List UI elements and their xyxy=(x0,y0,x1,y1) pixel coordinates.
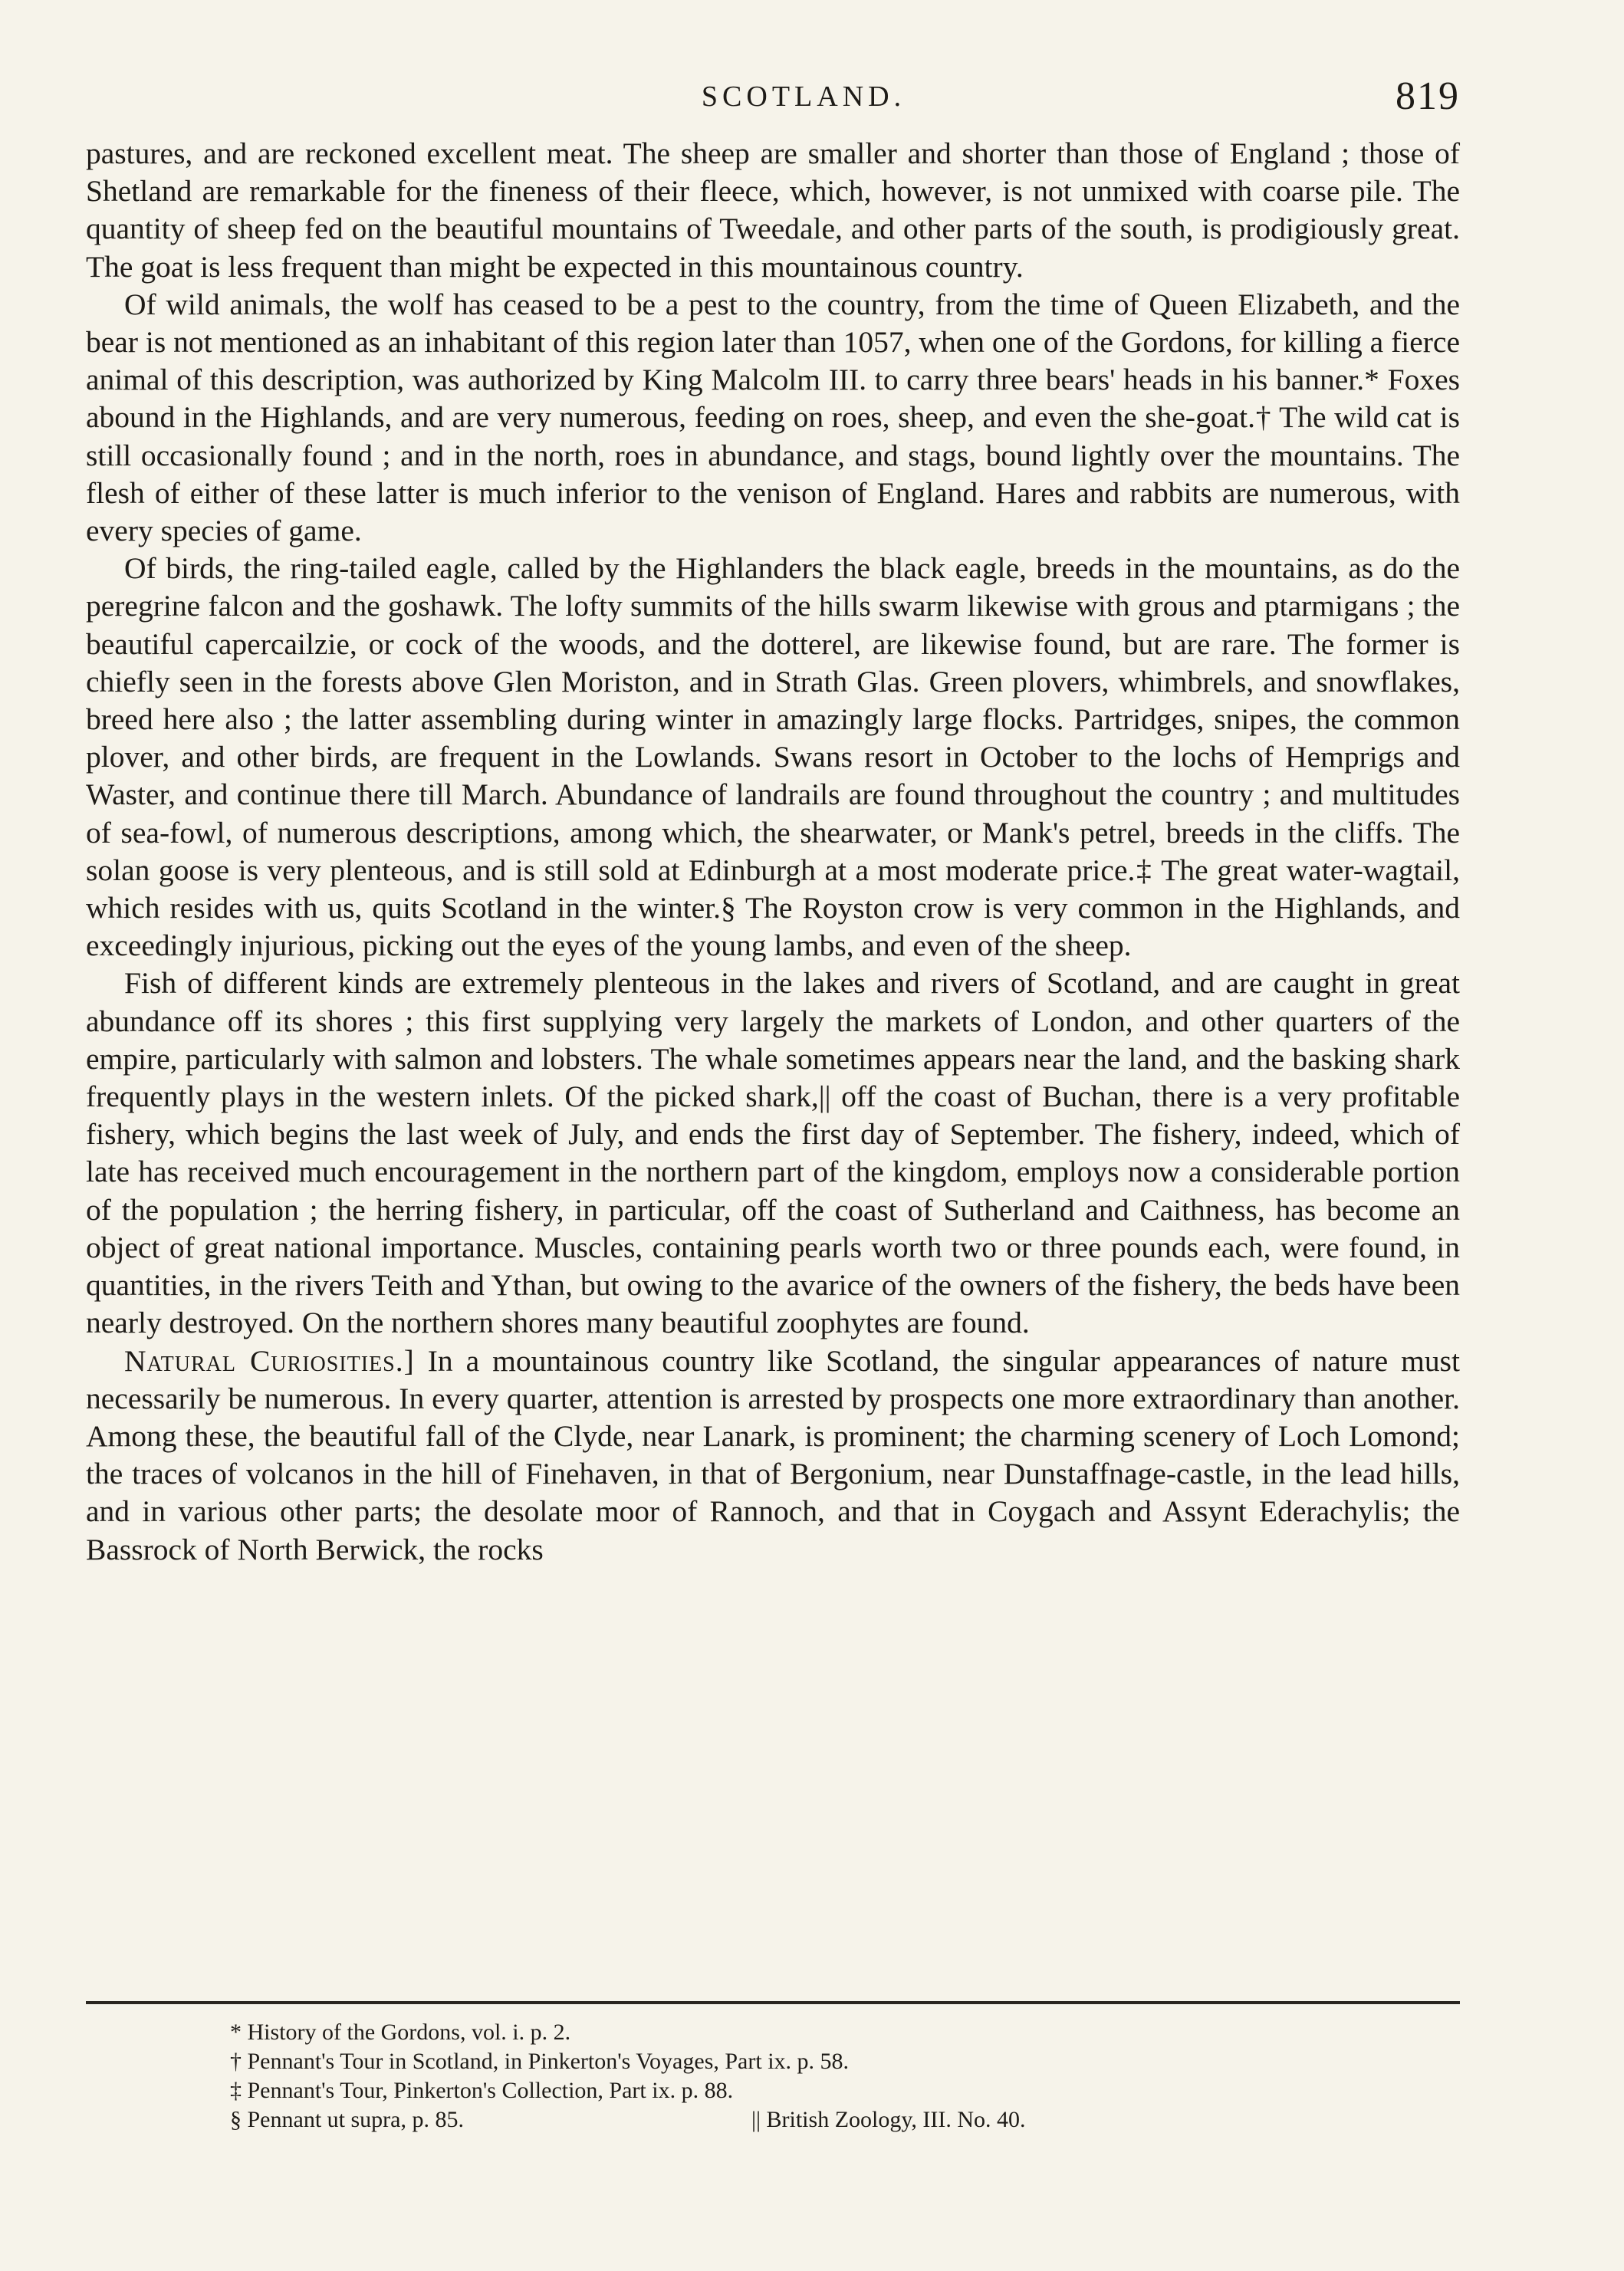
footnote-2: † Pennant's Tour in Scotland, in Pinkerton's Voyages, Part ix. p. 58. xyxy=(230,2049,850,2074)
section-heading: Natural Curiosities.] xyxy=(124,1343,415,1378)
running-head: SCOTLAND. xyxy=(701,81,906,113)
footnote-3: ‡ Pennant's Tour, Pinkerton's Collection, Part ix. p. 88. xyxy=(230,2078,734,2103)
paragraph-birds: Of birds, the ring-tailed eagle, called by the Highlanders the black eagle, breeds in the mountains, as do the peregrine falcon and the goshawk. The lofty summits of the hills swarm likewise with grous and ptarmigans ; the beautiful capercailzie, or cock of the woods, and the dotterel, are likewise found, but are rare. The former is chiefly seen in the forests above Glen Moriston, and in Strath Glas. Green plovers, whimbrels, and snowflakes, breed here also ; the latter assembling during winter in amazingly large flocks. Partridges, snipes, the common plover, and other birds, are frequent in the Lowlands. Swans resort in October to the lochs of Hemprigs and Waster, and continue there till March. Abundance of landrails are found throughout the country ; and multitudes of sea-fowl, of numerous descriptions, among which, the shearwater, or Mank's petrel, breeds in the cliffs. The solan goose is very plenteous, and is still sold at Edinburgh at a most moderate price.‡ The great water-wagtail, which resides with us, quits Scotland in the winter.§ The Royston crow is very common in the Highlands, and exceedingly injurious, picking out the eyes of the young lambs, and even of the sheep. xyxy=(86,551,1460,963)
body-text xyxy=(86,135,1460,1569)
footnote-rule xyxy=(86,2001,1460,2004)
footnote-4: § Pennant ut supra, p. 85. xyxy=(230,2107,464,2132)
footnote-1: * History of the Gordons, vol. i. p. 2. xyxy=(230,2020,571,2045)
footnote-5: || British Zoology, III. No. 40. xyxy=(751,2107,1026,2132)
paragraph-fish: Fish of different kinds are extremely plenteous in the lakes and rivers of Scotland, and are caught in great abundance off its shores ; this first supplying very largely the markets of London, and other quarters of the empire, particularly with salmon and lobsters. The whale sometimes appears near the land, and the basking shark frequently plays in the western inlets. Of the picked shark,|| off the coast of Buchan, there is a very profitable fishery, which begins the last week of July, and ends the first day of September. The fishery, indeed, which of late has received much encouragement in the northern part of the kingdom, employs now a considerable portion of the population ; the herring fishery, in particular, off the coast of Sutherland and Caithness, has become an object of great national importance. Muscles, containing pearls worth two or three pounds each, were found, in quantities, in the rivers Teith and Ythan, but owing to the avarice of the owners of the fishery, the beds have been nearly destroyed. On the northern shores many beautiful zoophytes are found. xyxy=(86,966,1460,1340)
page-header xyxy=(86,74,1460,126)
footnote-row xyxy=(230,2105,1227,2135)
footnotes xyxy=(230,2018,1227,2135)
page-number: 819 xyxy=(1396,74,1460,118)
paragraph-sheep: pastures, and are reckoned excellent meat. The sheep are smaller and shorter than those of England ; those of Shetland are remarkable for the fineness of their fleece, which, however, is not unmixed with coarse pile. The quantity of sheep fed on the beautiful mountains of Tweedale, and other parts of the south, is prodigiously great. The goat is less frequent than might be expected in this mountainous country. xyxy=(86,136,1460,284)
paragraph-wild-animals: Of wild animals, the wolf has ceased to be a pest to the country, from the time of Queen Elizabeth, and the bear is not mentioned as an inhabitant of this region later than 1057, when one of the Gordons, for killing a fierce animal of this description, was authorized by King Malcolm III. to carry three bears' heads in his banner.* Foxes abound in the Highlands, and are very numerous, feeding on roes, sheep, and even the she-goat.† The wild cat is still occasionally found ; and in the north, roes in abundance, and stags, bound lightly over the mountains. The flesh of either of these latter is much inferior to the venison of England. Hares and rabbits are numerous, with every species of game. xyxy=(86,287,1460,548)
section-text: In a mountainous country like Scotland, the singular appearances of nature must necessarily be numerous. In every quarter, attention is arrested by prospects one more extraordinary than another. Among these, the beautiful fall of the Clyde, near Lanark, is prominent; the charming scenery of Loch Lomond; the traces of volcanos in the hill of Finehaven, in that of Bergonium, near Dunstaffnage-castle, in the lead hills, and in various other parts; the desolate moor of Rannoch, and that in Coygach and Assynt Ederachylis; the Bassrock of North Berwick, the rocks xyxy=(86,1343,1460,1566)
paragraph-natural-curiosities xyxy=(86,1343,1460,1569)
